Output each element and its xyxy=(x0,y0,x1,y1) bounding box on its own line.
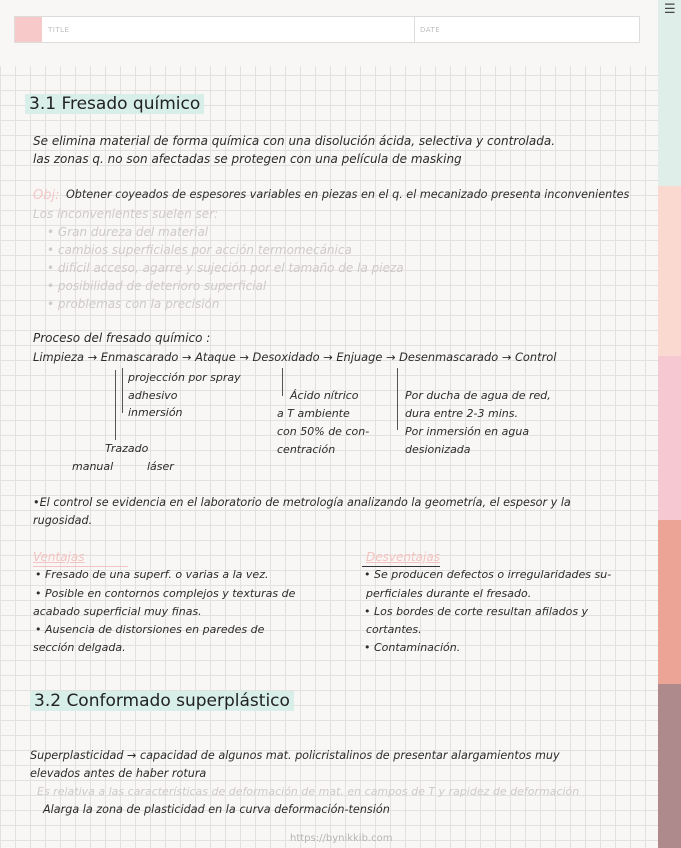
inconveniente-item: • posibilidad de deterioro superficial xyxy=(47,279,267,293)
desoxidado-bracket xyxy=(282,368,283,396)
header-box xyxy=(14,16,640,43)
intro-line-1: Se elimina material de forma química con una disolución ácida, selectiva y controlada. xyxy=(33,134,556,148)
ventaja-item: sección delgada. xyxy=(33,641,126,654)
enjuage-bracket xyxy=(397,368,398,430)
desoxidado-note: con 50% de con- xyxy=(277,425,370,438)
section-2-line-1: Superplasticidad → capacidad de algunos mat. policristalinos de presentar alargamientos muy xyxy=(30,749,560,762)
intro-line-2: las zonas q. no son afectadas se protegen con una película de masking xyxy=(33,152,462,166)
desventaja-item: • Contaminación. xyxy=(364,641,461,654)
masking-bracket xyxy=(122,368,123,413)
ventaja-item: • Fresado de una superf. o varias a la vez. xyxy=(35,568,269,581)
masking-option: adhesivo xyxy=(128,389,178,402)
desventaja-item: • Los bordes de corte resultan afilados y xyxy=(364,605,589,618)
ventaja-item: • Posible en contornos complejos y texturas de xyxy=(35,587,296,600)
trazado-label: Trazado xyxy=(105,442,149,455)
objective-label: Obj: xyxy=(33,188,60,203)
tab-3[interactable] xyxy=(658,356,681,520)
tab-2[interactable] xyxy=(658,186,681,356)
objective-text: Obtener coyeados de espesores variables en piezas en el q. el mecanizado presenta inconvenientes xyxy=(66,188,630,201)
desoxidado-note: Ácido nítrico xyxy=(290,389,359,402)
masking-option: inmersión xyxy=(128,406,183,419)
header-accent xyxy=(15,17,42,42)
section-2-title: 3.2 Conformado superplástico xyxy=(30,691,294,711)
control-line-2: rugosidad. xyxy=(33,514,93,527)
enjuage-note: Por ducha de agua de red, xyxy=(405,389,551,402)
desventaja-item: cortantes. xyxy=(366,623,422,636)
tab-1[interactable] xyxy=(658,0,681,186)
ventaja-item: acabado superficial muy finas. xyxy=(33,605,202,618)
inconveniente-item: • problemas con la precisión xyxy=(47,297,220,311)
section-2-line-4: Alarga la zona de plasticidad en la curva deformación-tensión xyxy=(43,803,390,816)
date-field-label[interactable]: DATE xyxy=(420,26,441,34)
ventajas-rule xyxy=(33,566,128,567)
inconveniente-item: • cambios superficiales por acción termomecánica xyxy=(47,243,352,257)
hamburger-menu-icon[interactable]: ☰ xyxy=(664,2,676,17)
title-field-label[interactable]: TITLE xyxy=(48,26,70,34)
process-steps: Limpieza → Enmascarado → Ataque → Desoxidado → Enjuage → Desenmascarado → Control xyxy=(33,350,557,364)
desventaja-item: perficiales durante el fresado. xyxy=(366,587,532,600)
enjuage-note: desionizada xyxy=(405,443,471,456)
footer-url[interactable]: https://bynikkib.com xyxy=(290,833,393,844)
inconveniente-item: • difícil acceso, agarre y sujeción por el tamaño de la pieza xyxy=(47,261,404,275)
header-separator xyxy=(414,17,415,42)
trazado-option: manual xyxy=(72,460,114,473)
ventajas-heading: Ventajas xyxy=(33,550,85,564)
enjuage-note: dura entre 2-3 mins. xyxy=(405,407,518,420)
desoxidado-note: a T ambiente xyxy=(277,407,350,420)
desventajas-rule xyxy=(362,566,440,567)
tab-5[interactable] xyxy=(658,684,681,848)
desoxidado-note: centración xyxy=(277,443,336,456)
desventajas-heading: Desventajas xyxy=(366,550,440,564)
control-line-1: •El control se evidencia en el laboratorio de metrología analizando la geometría, el espesor y la xyxy=(33,496,571,509)
section-2-line-2: elevados antes de haber rotura xyxy=(30,767,207,780)
inconvenientes-intro: Los inconvenientes suelen ser: xyxy=(33,207,219,221)
ventaja-item: • Ausencia de distorsiones en paredes de xyxy=(35,623,265,636)
masking-option: projección por spray xyxy=(128,371,241,384)
section-tabs xyxy=(658,0,681,848)
inconveniente-item: • Gran dureza del material xyxy=(47,225,209,239)
section-1-title: 3.1 Fresado químico xyxy=(25,94,204,114)
trazado-arrow xyxy=(115,370,116,440)
desventaja-item: • Se producen defectos o irregularidades su- xyxy=(364,568,612,581)
section-2-line-3: Es relativa a las características de deformación de mat. en campos de T y rapidez de deformación xyxy=(37,785,580,798)
trazado-option: láser xyxy=(147,460,174,473)
tab-4[interactable] xyxy=(658,520,681,684)
process-title: Proceso del fresado químico : xyxy=(33,331,211,345)
enjuage-note: Por inmersión en agua xyxy=(405,425,530,438)
